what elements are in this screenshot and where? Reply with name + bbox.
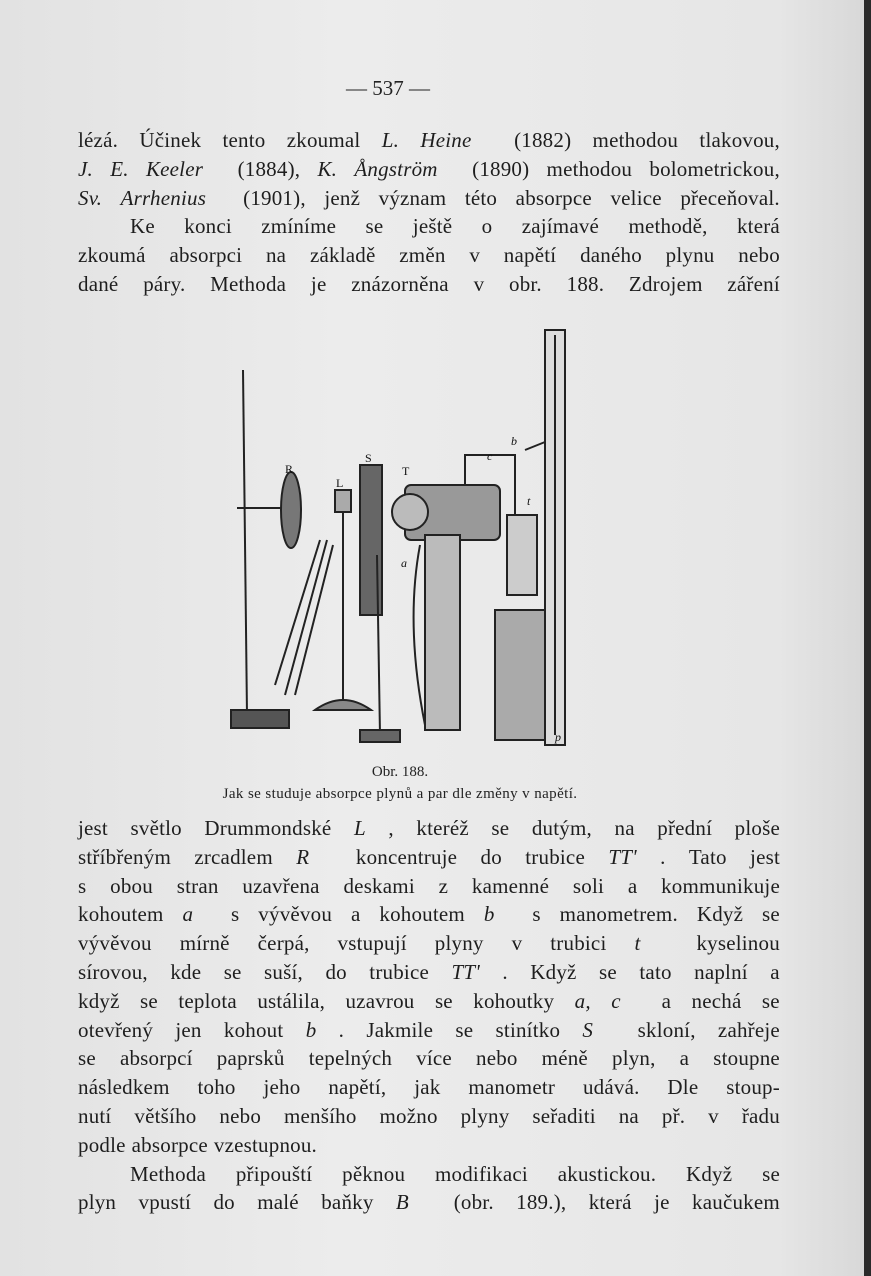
text-word: (1901), — [243, 185, 306, 210]
label-b: b — [511, 434, 517, 448]
label-R: R — [285, 462, 294, 476]
text-word: do — [213, 1190, 235, 1215]
text-word: kamenné — [471, 873, 550, 898]
text-word: akustickou. — [557, 1161, 657, 1186]
text-word: vývěvou — [78, 931, 152, 956]
text-word: zkoumal — [286, 128, 361, 152]
text-word: ploše — [734, 816, 780, 840]
text-word: jenž — [324, 185, 361, 210]
text-word: manometrem. — [559, 902, 678, 927]
text-line — [78, 1016, 780, 1045]
figure-caption: Jak se studuje absorpce plynů a par dle změny v napětí. — [222, 786, 578, 802]
text-word: následkem — [78, 1075, 170, 1100]
text-word: pěknou — [342, 1161, 406, 1186]
text-word: se — [434, 988, 453, 1013]
text-word: plyn — [78, 1190, 117, 1215]
text-word: sírovou, — [78, 959, 148, 984]
text-word: Jakmile — [366, 1017, 434, 1042]
text-word: znázorněna — [351, 271, 449, 296]
text-line — [78, 184, 780, 213]
text-word: (1890) — [472, 156, 530, 181]
text-word: absorpcí — [119, 1046, 193, 1071]
text-word: možno — [379, 1103, 438, 1128]
italic-text: Sv. — [78, 185, 103, 210]
text-line — [78, 270, 780, 299]
text-word: je — [310, 271, 327, 296]
label-a: a — [401, 556, 407, 570]
italic-text: a — [182, 902, 194, 927]
text-word: která — [736, 214, 780, 239]
text-word: nutí — [78, 1103, 112, 1128]
text-word: jest — [750, 844, 780, 869]
text-word: se — [761, 988, 780, 1013]
italic-text: c — [611, 988, 621, 1013]
italic-text: Keeler — [145, 156, 204, 181]
text-word: 188. — [566, 271, 605, 296]
text-word: absorpce — [131, 1132, 208, 1157]
text-line — [78, 872, 780, 901]
italic-text: Heine — [420, 128, 472, 152]
text-word: trubice — [525, 844, 585, 869]
text-word: na — [265, 243, 287, 268]
text-word: udává. — [582, 1075, 640, 1100]
text-word: přeceňoval. — [680, 185, 780, 210]
italic-text: b — [483, 902, 495, 927]
text-word: Dle — [667, 1075, 699, 1100]
text-word: modifikaci — [434, 1161, 528, 1186]
text-word: suší, — [264, 959, 303, 984]
text-line — [78, 1188, 780, 1217]
text-word: methodou — [546, 156, 633, 181]
text-word: přední — [657, 816, 713, 840]
text-word: kteréž — [416, 816, 469, 840]
top-paragraph — [78, 126, 780, 299]
page-number: — 537 — — [346, 76, 430, 100]
text-word: a — [770, 959, 780, 984]
text-word: nechá — [691, 988, 742, 1013]
text-word: manometr — [468, 1075, 556, 1100]
italic-text: TT' — [451, 959, 480, 984]
text-word: stran — [176, 873, 219, 898]
text-word: a — [627, 873, 638, 898]
italic-text: K. — [317, 156, 338, 181]
text-line — [78, 843, 780, 872]
italic-text: B — [395, 1190, 409, 1215]
italic-text: J. — [78, 156, 93, 181]
text-line — [78, 241, 780, 270]
text-word: velice — [610, 185, 662, 210]
text-word: jen — [175, 1017, 202, 1042]
text-word: jak — [414, 1075, 441, 1100]
text-word: vpustí — [138, 1190, 192, 1215]
text-word: nebo — [738, 243, 780, 268]
text-word: do — [325, 959, 347, 984]
stand-base — [231, 710, 289, 728]
text-word: zkoumá — [78, 243, 146, 268]
text-word: absorpce — [515, 185, 592, 210]
text-word: změn — [399, 243, 446, 268]
italic-text: a, — [574, 988, 591, 1013]
text-word: Tato — [688, 844, 727, 869]
text-word: nebo — [476, 1046, 518, 1071]
body-paragraph — [78, 814, 780, 1217]
text-word: se — [491, 816, 510, 840]
text-word: konci — [184, 214, 232, 239]
label-c: c — [487, 449, 493, 463]
text-word: bolometrickou, — [649, 156, 780, 181]
text-word: uzavřena — [242, 873, 320, 898]
text-word: dutým, — [531, 816, 592, 840]
text-word: kyselinou — [696, 931, 780, 956]
block — [495, 610, 545, 740]
text-word: v — [511, 931, 523, 956]
text-word: méně — [541, 1046, 588, 1071]
label-L: L — [336, 476, 344, 490]
text-word: se — [78, 1046, 96, 1071]
text-word: napětí, — [328, 1075, 387, 1100]
text-word: . — [502, 959, 508, 984]
text-word: Když — [685, 1161, 733, 1186]
italic-text: b — [305, 1017, 317, 1042]
text-word: význam — [378, 185, 447, 210]
text-word: se — [223, 959, 242, 984]
label-t: t — [527, 494, 531, 508]
text-word: v — [708, 1103, 719, 1128]
label-T: T — [402, 464, 410, 478]
italic-text: L. — [381, 128, 400, 152]
text-word: zahřeje — [717, 1017, 780, 1042]
text-word: Methoda — [130, 1161, 207, 1186]
text-word: malé — [257, 1190, 299, 1215]
text-word: se — [762, 902, 780, 927]
italic-text: R — [296, 844, 310, 869]
text-word: se — [140, 988, 158, 1013]
text-line — [78, 958, 780, 987]
text-word: tento — [222, 128, 266, 152]
text-line — [78, 900, 780, 929]
text-word: (1884), — [237, 156, 301, 181]
mirror-R — [281, 472, 301, 548]
text-word: trubici — [550, 931, 607, 956]
text-word: trubice — [369, 959, 430, 984]
text-word: základě — [309, 243, 376, 268]
text-word: do — [480, 844, 502, 869]
text-word: zajímavé — [521, 214, 600, 239]
label-p: p — [555, 730, 561, 744]
text-word: se — [599, 959, 617, 984]
text-word: z — [438, 873, 449, 898]
text-word: a — [679, 1046, 690, 1071]
text-word: př. — [661, 1103, 686, 1128]
text-word: více — [416, 1046, 452, 1071]
text-word: plyny — [434, 931, 484, 956]
text-word: koncentruje — [355, 844, 458, 869]
text-word: kohout — [223, 1017, 284, 1042]
text-word: o — [481, 214, 493, 239]
text-word: vzestupnou. — [213, 1132, 317, 1157]
text-word: ještě — [412, 214, 453, 239]
text-word: světlo — [130, 816, 182, 840]
text-line — [78, 126, 780, 155]
text-word: stříbřeným — [78, 844, 171, 869]
text-word: naplní — [694, 959, 748, 984]
text-line — [78, 212, 780, 241]
text-word: se — [762, 1161, 780, 1186]
text-word: skloní, — [637, 1017, 696, 1042]
text-word: kaučukem — [692, 1190, 780, 1215]
text-word: většího — [134, 1103, 197, 1128]
text-word: mírně — [179, 931, 230, 956]
italic-text: TT' — [608, 844, 637, 869]
text-word: stoup- — [726, 1075, 780, 1100]
text-word: s — [231, 902, 240, 927]
text-line — [78, 1073, 780, 1102]
text-word: této — [464, 185, 498, 210]
text-word: (obr. — [453, 1190, 494, 1215]
italic-text: t — [634, 931, 641, 956]
text-word: methodou — [592, 128, 679, 152]
text-word: a — [350, 902, 361, 927]
text-line — [78, 1160, 780, 1189]
text-line — [78, 929, 780, 958]
text-word: Drummondské — [204, 816, 332, 840]
text-line — [78, 987, 780, 1016]
text-word: kohoutem — [78, 902, 164, 927]
text-word: obou — [110, 873, 153, 898]
text-word: s — [532, 902, 541, 927]
text-word: nebo — [219, 1103, 262, 1128]
text-word: plyn, — [612, 1046, 656, 1071]
italic-text: Ångström — [354, 156, 438, 181]
text-word: kommunikuje — [661, 873, 780, 898]
text-word: a — [661, 988, 672, 1013]
italic-text: L — [353, 816, 366, 840]
text-word: Účinek — [139, 128, 202, 152]
text-word: daného — [580, 243, 642, 268]
text-word: tato — [639, 959, 672, 984]
text-word: Když — [530, 959, 577, 984]
text-word: stinítko — [495, 1017, 561, 1042]
text-word: plynu — [665, 243, 715, 268]
text-word: dané — [78, 271, 119, 296]
text-word: v — [473, 271, 485, 296]
text-word: . — [338, 1017, 345, 1042]
text-word: Zdrojem — [628, 271, 703, 296]
text-word: podle — [78, 1132, 126, 1157]
text-word: zrcadlem — [194, 844, 273, 869]
text-word: soli — [572, 873, 605, 898]
italic-text: S — [582, 1017, 594, 1042]
text-word: řadu — [741, 1103, 780, 1128]
stand-rod — [243, 370, 247, 715]
text-word: když — [78, 988, 120, 1013]
text-line — [78, 155, 780, 184]
text-word: vývěvou — [258, 902, 333, 927]
text-word: napětí — [503, 243, 557, 268]
text-line — [78, 1044, 780, 1073]
text-word: zmíníme — [261, 214, 337, 239]
text-word: plyny — [460, 1103, 510, 1128]
text-word: seřaditi — [532, 1103, 596, 1128]
text-word: Methoda — [210, 271, 287, 296]
italic-text: Arrhenius — [120, 185, 207, 210]
text-word: se — [365, 214, 384, 239]
text-word: , — [388, 816, 394, 840]
text-word: tepelných — [308, 1046, 393, 1071]
text-word: tlakovou, — [699, 128, 780, 152]
text-word: stoupne — [713, 1046, 780, 1071]
figure-number: Obr. 188. — [371, 764, 429, 780]
text-word: Ke — [130, 214, 155, 239]
text-word: deskami — [343, 873, 415, 898]
text-word: . — [660, 844, 666, 869]
text-word: záření — [727, 271, 780, 296]
text-word: ustálila, — [257, 988, 326, 1013]
italic-text: E. — [110, 156, 129, 181]
text-word: absorpci — [169, 243, 243, 268]
text-word: vstupují — [337, 931, 407, 956]
text-word: otevřený — [78, 1017, 154, 1042]
text-word: baňky — [321, 1190, 374, 1215]
text-word: Když — [696, 902, 744, 927]
text-word: 189.), — [516, 1190, 567, 1215]
text-word: se — [455, 1017, 474, 1042]
text-line — [78, 1131, 780, 1160]
text-word: toho — [197, 1075, 236, 1100]
text-word: menšího — [283, 1103, 357, 1128]
text-word: na — [614, 816, 635, 840]
text-word: která — [588, 1190, 632, 1215]
text-word: (1882) — [514, 128, 572, 152]
text-word: kohoutky — [473, 988, 555, 1013]
label-S: S — [365, 451, 372, 465]
text-word: lézá. — [78, 128, 119, 152]
text-line — [78, 1102, 780, 1131]
text-word: je — [654, 1190, 670, 1215]
apparatus-figure — [225, 325, 585, 755]
text-word: s — [78, 873, 87, 898]
text-word: teplota — [178, 988, 237, 1013]
text-word: methodě, — [628, 214, 708, 239]
text-word: v — [469, 243, 481, 268]
text-word: obr. — [509, 271, 542, 296]
text-word: připouští — [235, 1161, 313, 1186]
text-word: páry. — [143, 271, 186, 296]
screen-S — [360, 465, 382, 615]
text-word: kohoutem — [379, 902, 465, 927]
text-line — [78, 814, 780, 843]
text-word: jeho — [263, 1075, 301, 1100]
text-word: paprsků — [216, 1046, 285, 1071]
text-word: uzavrou — [345, 988, 415, 1013]
text-word: na — [618, 1103, 639, 1128]
text-word: čerpá, — [257, 931, 310, 956]
text-word: jest — [78, 816, 108, 840]
text-word: kde — [170, 959, 202, 984]
